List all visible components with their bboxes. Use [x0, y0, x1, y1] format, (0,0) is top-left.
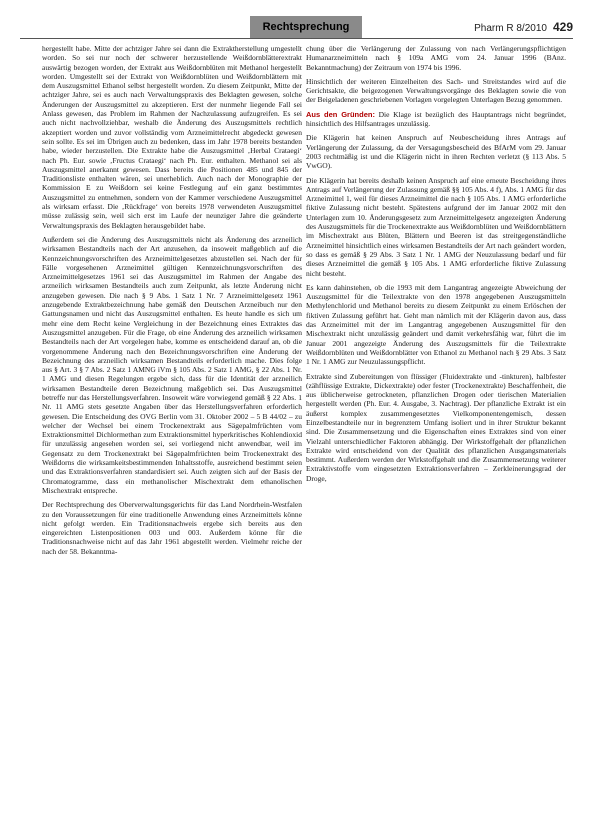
- right-column: [306, 44, 566, 818]
- paragraph: Die Klägerin hat bereits deshalb keinen Anspruch auf eine erneute Bescheidung ihres Antrags auf Verlängerung der Zulassung gemäß §§ 105 Abs. 4 f), Abs. 1 AMG für das Arzneimittel 1, weil für dieses Arzneimittel die nach § 105 Abs. 1 AMG erforderliche fiktive Zulassung nicht besteht. Spätestens aufgrund der im Januar 2002 mit den Unterlagen zum 10. Änderungsgesetz zum Arzneimittelgesetz angezeigten Änderung des Auszugsmittels für die Trockenextrakte aus Weißdornblüten und Weißdornblättern im Mischextrakt aus Blüten, Blättern und Beeren ist das streitgegenständliche Arzneimittel hinsichtlich eines wirksamen Bestandteils der Art nach geändert worden, so dass es gemäß § 29 Abs. 3 Satz 1 Nr. 1 AMG der Neuzulassung bedarf und für dieses Arzneimittel die gemäß § 105 Abs. 1 AMG erforderliche fiktive Zulassung nicht besteht.: [306, 175, 566, 278]
- page-number: 429: [552, 20, 573, 34]
- paragraph: Extrakte sind Zubereitungen von flüssiger (Fluidextrakte und -tinkturen), halbfester (zähflüssige Extrakte, Dickextrakte) oder fester (Trockenextrakte) Beschaffenheit, die aus üblicherweise getrockneten, pflanzlichen Drogen oder tierischen Materialien hergestellt werden (Ph. Eur. 4. Ausgabe, 3. Nachtrag). Der pflanzliche Extrakt ist ein äußerst komplex zusammengesetztes Vielkomponentengemisch, dessen Einzelbestandteile nur in begrenztem Umfang isoliert und in ihrer Struktur bekannt sind. Die Zusammensetzung und die Eigenschaften eines Extraktes sind von einer Vielzahl unterschiedlicher Faktoren abhängig. Der Wirkstoffgehalt der pflanzlichen Extrakte wird entscheidend von der Qualität des pflanzlichen Ausgangsmaterials bestimmt. Außerdem werden der Wirkstoffgehalt und die Zusammensetzung weiterer Extraktivstoffe vom eingesetzten Extraktionsverfahren – Zerkleinerungsgrad der Droge,: [306, 371, 566, 483]
- paragraph: chung über die Verlängerung der Zulassung von nach Verlängerungspflichtigen Humanarzneimitteln nach § 109a AMG vom 24. Januar 1996 (BAnz. Bekanntmachung) der Zeitraum von 1974 bis 1996.: [306, 44, 566, 72]
- left-column: [42, 44, 302, 818]
- paragraph: Die Klägerin hat keinen Anspruch auf Neubescheidung ihres Antrags auf Verlängerung der Zulassung, da der Versagungsbescheid des BfArM vom 29. Januar 2003 rechtmäßig ist und die Klägerin nicht in ihren Rechten verletzt (§ 113 Abs. 5 VwGO).: [306, 133, 566, 171]
- section-tab: Rechtsprechung: [250, 16, 362, 38]
- section-heading: Aus den Gründen:: [306, 109, 375, 119]
- paragraph: Außerdem sei die Änderung des Auszugsmittels nicht als Änderung des arzneilich wirksamen Bestandteils nach der Art anzusehen, da insoweit maßgeblich auf die Kennzeichnungsvorschriften des Arzneimittelgesetzes abzustellen sei. Nach der für Fälle vorgesehenen Arzneimittel gültigen Kennzeichnungsvorschriften des Arzneimittelgesetzes 1961 sei das Auszugsmittel im Rahmen der Angabe des arzneilich wirksamen Bestandteils auch zum Zeitpunkt, als letzte Änderung nicht anzugeben gewesen. Die nach § 9 Abs. 1 Satz 1 Nr. 7 Arzneimittelgesetz 1961 anzugebende Extraktbezeichnung habe gemäß den Deutschen Arzneibuch nur den Gattungsnamen und nicht das Auszugsmittel enthalten. Es heute handle es sich um mehr eine dem Recht keine Vergleichung in der Bezeichnung eines Extraktes das Auszugsmittel anzugeben. Für die Frage, ob eine Änderung des arzneilich wirksamen Bestandteils nach der Art vorgelegen habe, komme es entscheidend darauf an, ob die vorgenommene Änderung nach den Bezeichnungsvorschriften eine Änderung der Bezeichnung des arzneilich wirksamen Bestandteils erforderlich mache. Dies folge aus § Art. 3 § 7 Abs. 2 Satz 1 AMNG iVm § 105 Abs. 2 Satz 1 AMG, § 22 Abs. 1 Nr. 1 AMG und diesen Regelungen ergebe sich, dass für die Identität der arzneilich wirksamen Bestandteile deren Bezeichnung maßgeblich sei. Das Auszugsmittel betreffe nur das Herstellungsverfahren. Insoweit wäre vorwiegend gemäß § 22 Abs. 1 Nr. 11 AMG stets gesetzte Angaben über das Herstellungsverfahren erforderlich gewesen. Die Entscheidung des OVG Berlin vom 31. Oktober 2002 – 5 B 44/02 – zu welcher der Wechsel bei einem Trockenextrakt aus Sägepalmfrüchten vom Extraktionsmittel Dichlormethan zum Extraktionsmittel hyperkritisches Kohlendioxid für unzulässig angesehen worden sei, sei vorliegend nicht anwendbar, weil im Gegensatz zu dem Trockenextrakt bei Sägepalmfrüchten beim Trockenextrakt des Weißdorns die wirksamkeitsbestimmenden Inhaltsstoffe, ausreichend bestimmt seien und das Extraktionsverfahren standardisiert sei. Auch zeigten sich auf der Basis der Chromatogramme, dass ein methanolischer Mischextrakt dem ethanolischen Mischextrakt entspreche.: [42, 234, 302, 495]
- grounds-text: Die Klage ist bezüglich des Hauptantrags nicht begründet, hinsichtlich des Hilfsantrages unzulässig.: [306, 109, 566, 129]
- header-rule: [20, 38, 573, 39]
- paragraph: hergestellt habe. Mitte der achtziger Jahre sei dann die Extraktherstellung umgestellt worden. So sei nur noch der schwerer herzustellende Weißdornblätterextrakt auswärtig bezogen worden, der Extrakt aus Weißdornblüten mit Methanol hergestellt worden. Umgestellt sei der Extrakt von Weißdornblüten und Weißdornblättern mit dem Auszugsmittel Ethanol selbst hergestellt worden. Zu diesem Zeitpunkt, Mitte der achtziger Jahre, sei es auch nach Verwaltungspraxis des Beklagten gewesen, solche Änderungen der Auszugsmittel zu akzeptieren. Erst der nunmehr liegende Fall sei Anlass gewesen, das Problem im Rahmen der Nachzulassung aufzugreifen. Es sei auch nicht nachvollziehbar, weshalb die Änderung des Auszugsmittels rechtlich akzeptiert worden und zuvor vollständig vom Arzneimittelrecht abgedeckt gewesen sein sollte. Es sei im Übrigen auch zu bedenken, dass im Jahr 1978 bereits bestanden habe, wieder herzustellen. Die Extrakte habe die Auszugsmittel ‚Herbal Crataegi‘ nach Ph. Eur. sowie ‚Fructus Crataegi‘ nach Ph. Eur. enthalten. Methanol sei als Auszugsmittel anerkannt gewesen. Dass bereits die Positionen 485 und 845 der Traditionsliste enthalten wären, sei unerheblich. Auch nach der Monographie der Kommission E zu Weißdorn sei keine Festlegung auf ein ganz bestimmtes Auszugsmittel zu entnehmen, sondern von der Kammer verschiedene Auszugsmittel als wirksam erfasst. Die ‚Rückfrage‘ von bereits 1978 verwendeten Auszugsmittel müsse zulässig sein, weil sich erst im Laufe der neunziger Jahre die geänderte Verwaltungspraxis des Beklagten herausgebildet habe.: [42, 44, 302, 230]
- paragraph: Der Rechtsprechung des Oberverwaltungsgerichts für das Land Nordrhein-Westfalen zu den Voraussetzungen für eine traditionelle Anwendung eines Arzneimittels könne nicht gefolgt werden. Ein Traditionsnachweis ergebe sich bereits aus den eingereichten Listenpositionen 003 und 003. Außerdem könne für die Traditionsnachweise nicht auf das Jahr 1961 abgestellt werden. Vielmehr reiche der nach der 58. Bekanntma-: [42, 500, 302, 556]
- paragraph: Es kann dahinstehen, ob die 1993 mit dem Langantrag angezeigte Abweichung der Auszugsmittel für die Teilextrakte von den 1978 angegebenen Auszugsmitteln Methylenchlorid und Methanol bereits zu diesem Zeitpunkt zu einem Erlöschen der fiktiven Zulassung geführt hat. Geht man nämlich mit der Klägerin davon aus, dass das Arzneimittel mit der im Langantrag angegebenen Auszugsmittel für den Mischextrakt nicht unzulässig geändert und damit verkehrsfähig war, führt die im Januar 2001 angezeigte Änderung des Auszugsmittels für die Teilextrakte Weißdornblüten und Weißdornblätter von Ethanol zu Methanol nach § 29 Abs. 3 Satz 1 Nr. 1 AMG zur Neuzulassungspflicht.: [306, 282, 566, 367]
- paragraph: Hinsichtlich der weiteren Einzelheiten des Sach- und Streitstandes wird auf die Gerichtsakte, die beigezogenen Verwaltungsvorgänge des Beklagten sowie die von der Beigeladenen geschriebenen Vorlagen vorgelegten Unterlagen Bezug genommen.: [306, 76, 566, 105]
- journal-reference: [474, 20, 573, 34]
- page-header: [0, 0, 593, 38]
- journal-name: Pharm R 8/2010: [474, 23, 547, 34]
- grounds-paragraph: [306, 110, 566, 129]
